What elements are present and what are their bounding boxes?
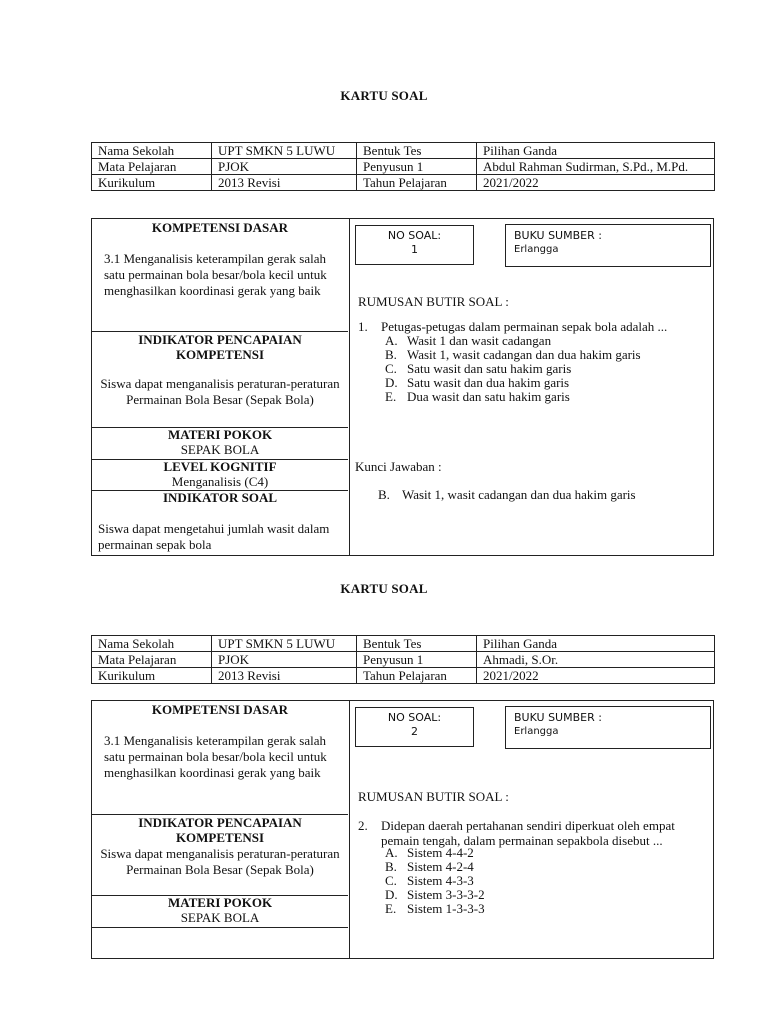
section-heading: INDIKATOR PENCAPAIAN [138, 332, 302, 347]
indikator-pencapaian-section [92, 814, 348, 896]
option-key: A. [385, 845, 398, 860]
info-label: Tahun Pelajaran [357, 175, 477, 191]
list-item [385, 362, 641, 376]
info-label: Mata Pelajaran [92, 159, 212, 175]
rumusan-label: RUMUSAN BUTIR SOAL : [358, 789, 509, 804]
section-heading: MATERI POKOK [167, 427, 273, 442]
question-card [91, 218, 714, 556]
kompetensi-dasar-section [92, 701, 348, 815]
list-item [385, 376, 641, 390]
list-item [385, 874, 485, 888]
info-value: UPT SMKN 5 LUWU [212, 143, 357, 159]
option-text: Sistem 3-3-3-2 [407, 887, 485, 902]
info-label: Penyusun 1 [357, 159, 477, 175]
option-key: C. [385, 361, 397, 376]
empty-section [92, 927, 348, 959]
question-number: 1. [358, 319, 368, 334]
section-text: SEPAK BOLA [180, 910, 260, 925]
option-key: D. [385, 887, 398, 902]
option-key: E. [385, 901, 397, 916]
info-label: Mata Pelajaran [92, 652, 212, 668]
info-value: 2021/2022 [477, 175, 715, 191]
section-heading: MATERI POKOK [167, 895, 273, 910]
info-table [91, 635, 715, 684]
section-heading: KOMPETENSI [175, 347, 265, 362]
question-card [91, 700, 714, 959]
section-text: 3.1 Menganalisis keterampilan gerak salah satu permainan bola besar/bola kecil untuk menghasilkan koordinasi gerak yang baik [104, 733, 327, 780]
section-text: 3.1 Menganalisis keterampilan gerak salah satu permainan bola besar/bola kecil untuk menghasilkan koordinasi gerak yang baik [104, 251, 327, 298]
buku-sumber-value: Erlangga [514, 244, 559, 255]
info-value: 2013 Revisi [212, 668, 357, 684]
indikator-pencapaian-section [92, 331, 348, 428]
option-text: Satu wasit dan satu hakim garis [407, 361, 572, 376]
info-label: Kurikulum [92, 668, 212, 684]
option-key: C. [385, 873, 397, 888]
table-row [92, 652, 715, 668]
section-text: Siswa dapat mengetahui jumlah wasit dalam permainan sepak bola [98, 521, 330, 552]
section-heading: LEVEL KOGNITIF [163, 459, 277, 474]
option-key: B. [385, 347, 397, 362]
materi-pokok-section [92, 427, 348, 460]
list-item [385, 348, 641, 362]
kunci-jawaban-label: Kunci Jawaban : [355, 459, 442, 474]
option-key: A. [385, 333, 398, 348]
no-soal-label: NO SOAL: [387, 229, 442, 242]
answer-key: B. [378, 487, 390, 502]
question-number: 2. [358, 818, 368, 833]
section-heading: INDIKATOR SOAL [162, 490, 278, 505]
option-text: Dua wasit dan satu hakim garis [407, 389, 570, 404]
section-heading: INDIKATOR PENCAPAIAN [138, 815, 302, 830]
list-item [385, 846, 485, 860]
info-value: 2021/2022 [477, 668, 715, 684]
buku-sumber-box [505, 706, 711, 749]
option-text: Sistem 4-4-2 [407, 845, 474, 860]
option-text: Wasit 1, wasit cadangan dan dua hakim garis [407, 347, 641, 362]
info-label: Tahun Pelajaran [357, 668, 477, 684]
info-value: UPT SMKN 5 LUWU [212, 636, 357, 652]
option-text: Sistem 4-2-4 [407, 859, 474, 874]
section-text: SEPAK BOLA [180, 442, 260, 457]
no-soal-box [355, 707, 474, 747]
list-item [385, 860, 485, 874]
option-text: Wasit 1 dan wasit cadangan [407, 333, 552, 348]
question-text: Petugas-petugas dalam permainan sepak bola adalah ... [381, 319, 668, 334]
section-text: Menganalisis (C4) [171, 474, 269, 489]
info-label: Kurikulum [92, 175, 212, 191]
option-key: D. [385, 375, 398, 390]
card-title: KARTU SOAL [340, 88, 428, 103]
option-text: Sistem 4-3-3 [407, 873, 474, 888]
buku-sumber-box [505, 224, 711, 267]
buku-sumber-label: BUKU SUMBER : [514, 229, 602, 242]
list-item [385, 390, 641, 404]
no-soal-value: 1 [411, 243, 418, 256]
table-row [92, 143, 715, 159]
no-soal-box [355, 225, 474, 265]
section-heading: KOMPETENSI DASAR [151, 702, 289, 717]
section-text: Siswa dapat menganalisis peraturan-peraturan Permainan Bola Besar (Sepak Bola) [100, 376, 340, 407]
kunci-jawaban-answer [378, 487, 636, 503]
info-label: Bentuk Tes [357, 143, 477, 159]
no-soal-label: NO SOAL: [387, 711, 442, 724]
table-row [92, 668, 715, 684]
info-label: Penyusun 1 [357, 652, 477, 668]
option-key: B. [385, 859, 397, 874]
info-value: 2013 Revisi [212, 175, 357, 191]
kompetensi-dasar-section [92, 219, 348, 332]
card-title: KARTU SOAL [340, 581, 428, 596]
section-text: Siswa dapat menganalisis peraturan-peraturan Permainan Bola Besar (Sepak Bola) [100, 846, 340, 877]
info-label: Bentuk Tes [357, 636, 477, 652]
info-value: PJOK [212, 159, 357, 175]
options-list [385, 846, 485, 916]
materi-pokok-section [92, 895, 348, 928]
buku-sumber-value: Erlangga [514, 726, 559, 737]
no-soal-value: 2 [411, 725, 418, 738]
buku-sumber-label: BUKU SUMBER : [514, 711, 602, 724]
indikator-soal-section [92, 490, 348, 556]
question-text: Didepan daerah pertahanan sendiri diperkuat oleh empat pemain tengah, dalam permainan sepakbola disebut ... [381, 818, 675, 848]
option-text: Sistem 1-3-3-3 [407, 901, 485, 916]
list-item [385, 334, 641, 348]
info-value: Pilihan Ganda [477, 636, 715, 652]
section-heading: KOMPETENSI DASAR [151, 220, 289, 235]
info-value: Ahmadi, S.Or. [477, 652, 715, 668]
info-value: Pilihan Ganda [477, 143, 715, 159]
table-row [92, 159, 715, 175]
list-item [385, 902, 485, 916]
card-left-column [92, 701, 350, 958]
info-value: PJOK [212, 652, 357, 668]
rumusan-label: RUMUSAN BUTIR SOAL : [358, 294, 509, 309]
card-left-column [92, 219, 350, 555]
table-row [92, 175, 715, 191]
table-row [92, 636, 715, 652]
answer-text: Wasit 1, wasit cadangan dan dua hakim garis [402, 487, 636, 502]
level-kognitif-section [92, 459, 348, 491]
info-label: Nama Sekolah [92, 636, 212, 652]
option-text: Satu wasit dan dua hakim garis [407, 375, 570, 390]
list-item [385, 888, 485, 902]
section-heading: KOMPETENSI [175, 830, 265, 845]
options-list [385, 334, 641, 404]
info-label: Nama Sekolah [92, 143, 212, 159]
option-key: E. [385, 389, 397, 404]
info-table [91, 142, 715, 191]
info-value: Abdul Rahman Sudirman, S.Pd., M.Pd. [477, 159, 715, 175]
